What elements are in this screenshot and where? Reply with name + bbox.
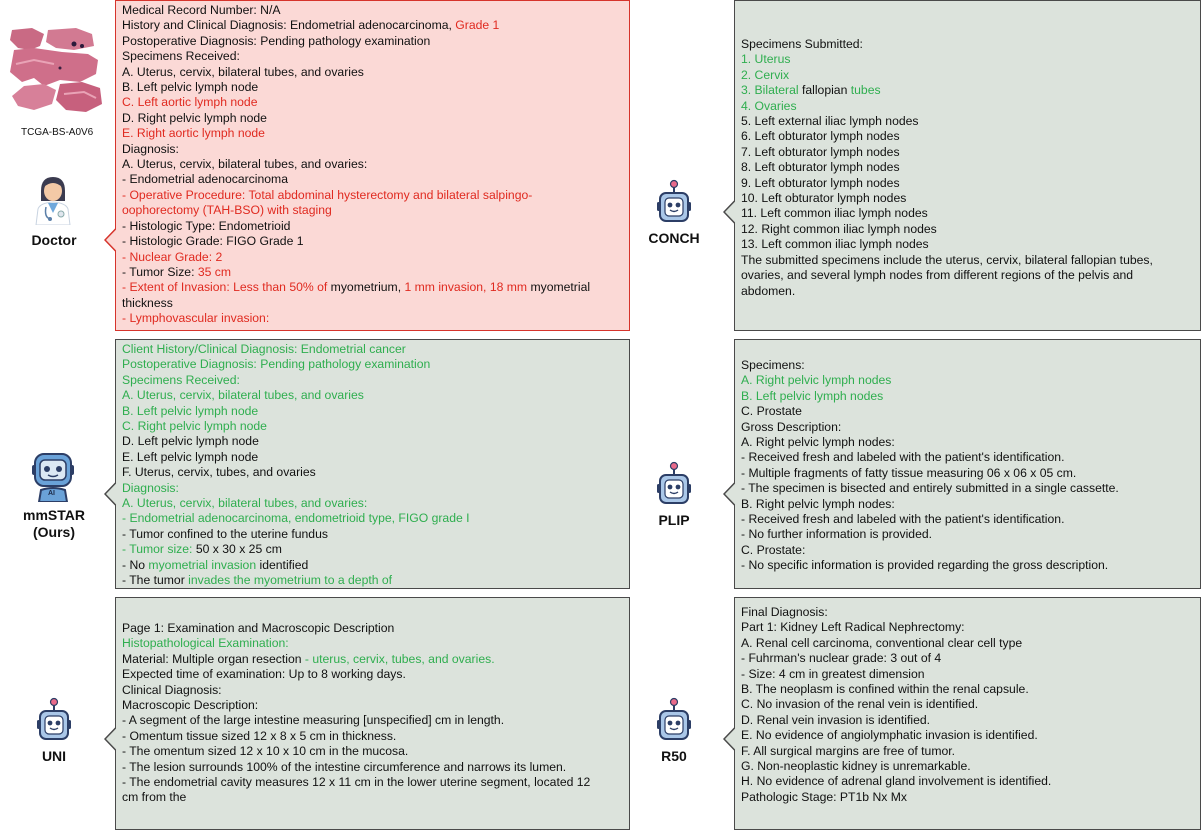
report-line (122, 713, 623, 728)
report-line (122, 219, 623, 234)
plip-panel-pointer (723, 482, 735, 506)
report-line (122, 542, 623, 557)
report-line (741, 682, 1194, 697)
report-line (741, 373, 1194, 388)
report-line (122, 790, 623, 805)
report-text-segment: B. The neoplasm is confined within the renal capsule. (741, 682, 1029, 697)
report-text-segment: E. Right aortic lymph node (122, 126, 265, 141)
report-line (122, 80, 623, 95)
report-line (122, 404, 623, 419)
report-line (741, 667, 1194, 682)
report-text-segment: Macroscopic Description: (122, 698, 259, 713)
report-text-segment: D. Renal vein invasion is identified. (741, 712, 931, 727)
report-line (741, 191, 1194, 206)
report-text-segment: G. Non-neoplastic kidney is unremarkable. (741, 759, 971, 774)
report-line (741, 83, 1194, 98)
report-text-segment: E. Left pelvic lymph node (122, 449, 259, 464)
report-line (122, 698, 623, 713)
report-text-segment: 13. Left common iliac lymph nodes (741, 237, 929, 252)
report-text-segment: Specimens Received: (122, 372, 240, 387)
report-line (741, 697, 1194, 712)
uni-panel-pointer (104, 727, 116, 751)
report-line (122, 729, 623, 744)
report-text-segment: 11. Left common iliac lymph nodes (741, 206, 928, 221)
report-text-segment: 5. Left external iliac lymph nodes (741, 114, 919, 129)
report-line (741, 99, 1194, 114)
report-line (122, 111, 623, 126)
report-text-segment: B. Right pelvic lymph nodes: (741, 496, 895, 511)
report-line (122, 573, 623, 588)
report-line (122, 511, 623, 526)
report-text-segment: Material: Multiple organ resection (122, 651, 305, 666)
ai-badge: AI (48, 490, 55, 497)
report-line (122, 250, 623, 265)
report-text-segment: - Lymphovascular invasion: (122, 311, 270, 326)
report-text-segment: Postoperative Diagnosis: Pending pathology examination (122, 33, 431, 48)
report-line (122, 126, 623, 141)
report-line (741, 620, 1194, 635)
report-line (122, 34, 623, 49)
report-text-segment: F. All surgical margins are free of tumor. (741, 743, 956, 758)
report-text-segment: C. Prostate: (741, 542, 806, 557)
report-line (122, 388, 623, 403)
report-line (122, 65, 623, 80)
report-line (741, 389, 1194, 404)
report-text-segment: C. Left aortic lymph node (122, 95, 258, 110)
report-line (122, 357, 623, 372)
report-line (741, 713, 1194, 728)
report-text-segment: tubes (850, 83, 881, 98)
report-text-segment: - uterus, cervix, tubes, and ovaries. (304, 651, 495, 666)
report-text-segment: 1 mm invasion, 18 mm (404, 280, 531, 295)
report-line (122, 558, 623, 573)
report-text-segment: - A segment of the large intestine measuring [unspecified] cm in length. (122, 713, 505, 728)
report-text-segment: A. Uterus, cervix, bilateral tubes, and ovaries (122, 388, 364, 403)
report-text-segment: 35 cm (197, 264, 232, 279)
report-text-segment: F. Uterus, cervix, tubes, and ovaries (122, 465, 316, 480)
uni-label: UNI (41, 748, 67, 764)
report-text-segment: C. No invasion of the renal vein is identified. (741, 697, 979, 712)
report-line (741, 404, 1194, 419)
report-text-segment: Histopathological Examination: (122, 636, 289, 651)
slide-id-caption: TCGA-BS-A0V6 (21, 127, 94, 138)
report-line (741, 237, 1194, 252)
report-text-segment: - Received fresh and labeled with the patient's identification. (741, 512, 1065, 527)
doctor-report-panel (115, 0, 630, 331)
report-line (741, 222, 1194, 237)
report-text-segment: Gross Description: (741, 419, 842, 434)
report-text-segment: - Histologic Type: Endometrioid (122, 218, 291, 233)
report-line (122, 636, 623, 651)
report-line (122, 188, 623, 203)
report-text-segment: oophorectomy (TAH-BSO) with staging (122, 203, 332, 218)
report-text-segment: 7. Left obturator lymph nodes (741, 144, 900, 159)
report-line (122, 527, 623, 542)
report-text-segment: Specimens Received: (122, 49, 240, 64)
report-line (741, 605, 1194, 620)
report-line (122, 296, 623, 311)
report-line (741, 420, 1194, 435)
report-text-segment: - The tumor (122, 573, 189, 588)
report-text-segment: - The omentum sized 12 x 10 x 10 cm in the mucosa. (122, 744, 409, 759)
report-line (741, 206, 1194, 221)
report-text-segment: B. Left pelvic lymph node (122, 80, 259, 95)
report-text-segment: Part 1: Kidney Left Radical Nephrectomy: (741, 620, 965, 635)
uni-report-panel (115, 597, 630, 830)
report-line (741, 129, 1194, 144)
report-text-segment: thickness (122, 295, 173, 310)
report-line (122, 683, 623, 698)
report-text-segment: 12. Right common iliac lymph nodes (741, 221, 937, 236)
conch-panel-pointer (723, 200, 735, 224)
report-text-segment: 3. Bilateral (741, 83, 802, 98)
report-line (122, 621, 623, 636)
report-line (122, 652, 623, 667)
report-text-segment: A. Uterus, cervix, bilateral tubes, and ovaries: (122, 496, 368, 511)
report-text-segment: 4. Ovaries (741, 98, 797, 113)
report-line (122, 465, 623, 480)
report-line (741, 512, 1194, 527)
report-line (741, 527, 1194, 542)
report-text-segment: A. Right pelvic lymph nodes (741, 373, 892, 388)
doctor-avatar-icon (32, 173, 74, 225)
r50-panel-pointer (723, 727, 735, 751)
report-text-segment: - Tumor Size: (122, 264, 198, 279)
report-line (122, 142, 623, 157)
report-line (741, 253, 1194, 268)
conch-label: CONCH (648, 230, 700, 246)
report-text-segment: - No specific information is provided regarding the gross description. (741, 558, 1109, 573)
conch-robot-icon (656, 179, 692, 225)
report-text-segment: D. Right pelvic lymph node (122, 110, 267, 125)
report-line (122, 342, 623, 357)
report-text-segment: Grade 1 (455, 18, 500, 33)
report-line (741, 176, 1194, 191)
report-line (741, 466, 1194, 481)
report-line (122, 265, 623, 280)
report-line (122, 157, 623, 172)
mmstar-label-name: mmSTAR (23, 507, 85, 523)
report-line (122, 49, 623, 64)
report-line (122, 172, 623, 187)
histology-slide-image (4, 24, 108, 119)
report-line (741, 37, 1194, 52)
plip-robot-icon (656, 461, 692, 507)
report-text-segment: - Omentum tissue sized 12 x 8 x 5 cm in thickness. (122, 728, 397, 743)
report-text-segment: ovaries, and several lymph nodes from different regions of the pelvis and (741, 268, 1134, 283)
report-line (741, 284, 1194, 299)
report-text-segment: 8. Left obturator lymph nodes (741, 160, 900, 175)
report-line (741, 160, 1194, 175)
report-line (122, 234, 623, 249)
report-text-segment: - No further information is provided. (741, 527, 933, 542)
report-text-segment: - Received fresh and labeled with the patient's identification. (741, 450, 1065, 465)
report-text-segment: B. Left pelvic lymph nodes (741, 388, 884, 403)
report-line (741, 497, 1194, 512)
report-line (741, 68, 1194, 83)
report-line (741, 543, 1194, 558)
uni-robot-icon (36, 697, 72, 743)
report-line (122, 667, 623, 682)
report-text-segment: Diagnosis: (122, 141, 179, 156)
report-text-segment: A. Right pelvic lymph nodes: (741, 435, 895, 450)
mmstar-label (14, 507, 94, 541)
report-text-segment: Pathologic Stage: PT1b Nx Mx (741, 789, 907, 804)
report-line (122, 419, 623, 434)
report-line (122, 434, 623, 449)
report-text-segment: 2. Cervix (741, 67, 790, 82)
report-text-segment: - Multiple fragments of fatty tissue measuring 06 x 06 x 05 cm. (741, 465, 1077, 480)
r50-label: R50 (661, 748, 687, 764)
report-text-segment: myometrium, (330, 280, 405, 295)
report-line (122, 95, 623, 110)
report-line (122, 496, 623, 511)
doctor-label: Doctor (31, 232, 77, 248)
report-text-segment: 10. Left obturator lymph nodes (741, 191, 907, 206)
report-text-segment: B. Left pelvic lymph node (122, 403, 259, 418)
mmstar-robot-icon (31, 450, 75, 502)
report-line (122, 744, 623, 759)
report-line (741, 636, 1194, 651)
report-line (741, 52, 1194, 67)
report-line (741, 358, 1194, 373)
mmstar-panel-pointer (104, 482, 116, 506)
report-line (122, 3, 623, 18)
report-text-segment: - Extent of Invasion: Less than 50% of (122, 280, 331, 295)
report-text-segment: 6. Left obturator lymph nodes (741, 129, 900, 144)
report-line (122, 775, 623, 790)
report-text-segment: C. Prostate (741, 404, 802, 419)
report-text-segment: Page 1: Examination and Macroscopic Description (122, 621, 395, 635)
report-text-segment: The submitted specimens include the uterus, cervix, bilateral fallopian tubes, (741, 252, 1153, 267)
report-line (741, 435, 1194, 450)
report-line (741, 145, 1194, 160)
report-text-segment: cm from the (122, 790, 187, 805)
report-line (741, 114, 1194, 129)
report-line (741, 481, 1194, 496)
report-line (741, 268, 1194, 283)
report-line (741, 558, 1194, 573)
conch-report-panel (734, 0, 1201, 331)
doctor-panel-pointer (104, 228, 116, 252)
report-text-segment: Postoperative Diagnosis: Pending pathology examination (122, 357, 431, 372)
report-line (122, 760, 623, 775)
report-text-segment: - Histologic Grade: FIGO Grade 1 (122, 234, 304, 249)
report-text-segment: Clinical Diagnosis: (122, 682, 222, 697)
r50-report-panel (734, 597, 1201, 830)
report-text-segment: - Tumor confined to the uterine fundus (122, 526, 328, 541)
report-text-segment: - No (122, 557, 149, 572)
report-text-segment: A. Renal cell carcinoma, conventional clear cell type (741, 635, 1023, 650)
report-text-segment: Client History/Clinical Diagnosis: Endometrial cancer (122, 342, 406, 356)
slide-thumbnail (4, 24, 108, 119)
report-text-segment: H. No evidence of adrenal gland involvement is identified. (741, 774, 1052, 789)
report-line (122, 280, 623, 295)
report-text-segment: 9. Left obturator lymph nodes (741, 175, 900, 190)
report-line (122, 203, 623, 218)
report-text-segment: - Size: 4 cm in greatest dimension (741, 666, 925, 681)
plip-report-panel (734, 339, 1201, 589)
report-text-segment: A. Uterus, cervix, bilateral tubes, and ovaries (122, 64, 364, 79)
plip-label: PLIP (658, 512, 690, 528)
r50-robot-icon (656, 697, 692, 743)
report-text-segment: Expected time of examination: Up to 8 working days. (122, 667, 406, 682)
report-text-segment: myometrial (530, 280, 591, 295)
report-text-segment: Diagnosis: (122, 480, 179, 495)
report-line (741, 774, 1194, 789)
report-text-segment: History and Clinical Diagnosis: Endometrial adenocarcinoma, (122, 18, 456, 33)
report-text-segment: identified (259, 557, 309, 572)
report-text-segment: Specimens Submitted: (741, 37, 863, 51)
report-line (122, 450, 623, 465)
report-line (741, 651, 1194, 666)
report-text-segment: E. No evidence of angiolymphatic invasion is identified. (741, 728, 1038, 743)
report-text-segment: A. Uterus, cervix, bilateral tubes, and ovaries: (122, 157, 368, 172)
report-text-segment: Medical Record Number: N/A (122, 3, 281, 17)
report-line (122, 481, 623, 496)
report-text-segment: 50 x 30 x 25 cm (195, 542, 282, 557)
report-text-segment: 1. Uterus (741, 52, 791, 67)
report-text-segment: - Endometrial adenocarcinoma (122, 172, 288, 187)
report-text-segment: - Fuhrman's nuclear grade: 3 out of 4 (741, 651, 942, 666)
report-text-segment: abdomen. (741, 283, 796, 298)
report-text-segment: - Nuclear Grade: 2 (122, 249, 223, 264)
report-text-segment: - Endometrial adenocarcinoma, endometrioid type, FIGO grade I (122, 511, 470, 526)
report-text-segment: invades the myometrium to a depth of (188, 573, 393, 588)
report-text-segment: D. Left pelvic lymph node (122, 434, 259, 449)
report-text-segment: C. Right pelvic lymph node (122, 419, 267, 434)
report-line (122, 18, 623, 33)
report-text-segment: Specimens: (741, 358, 805, 372)
report-line (122, 373, 623, 388)
report-text-segment: - The specimen is bisected and entirely submitted in a single cassette. (741, 481, 1119, 496)
report-line (741, 728, 1194, 743)
mmstar-label-ours: (Ours) (33, 524, 75, 540)
report-text-segment: Final Diagnosis: (741, 605, 828, 619)
report-text-segment: fallopian (801, 83, 851, 98)
report-text-segment: - Tumor size: (122, 542, 196, 557)
report-text-segment: - Operative Procedure: Total abdominal hysterectomy and bilateral salpingo- (122, 187, 533, 202)
report-text-segment: myometrial invasion (148, 557, 260, 572)
report-line (741, 790, 1194, 805)
report-line (741, 744, 1194, 759)
mmstar-report-panel (115, 339, 630, 589)
report-line (122, 311, 623, 326)
report-text-segment: - The endometrial cavity measures 12 x 11 cm in the lower uterine segment, located 12 (122, 775, 591, 790)
report-line (741, 759, 1194, 774)
report-text-segment: - The lesion surrounds 100% of the intestine circumference and narrows its lumen. (122, 759, 567, 774)
report-line (741, 450, 1194, 465)
